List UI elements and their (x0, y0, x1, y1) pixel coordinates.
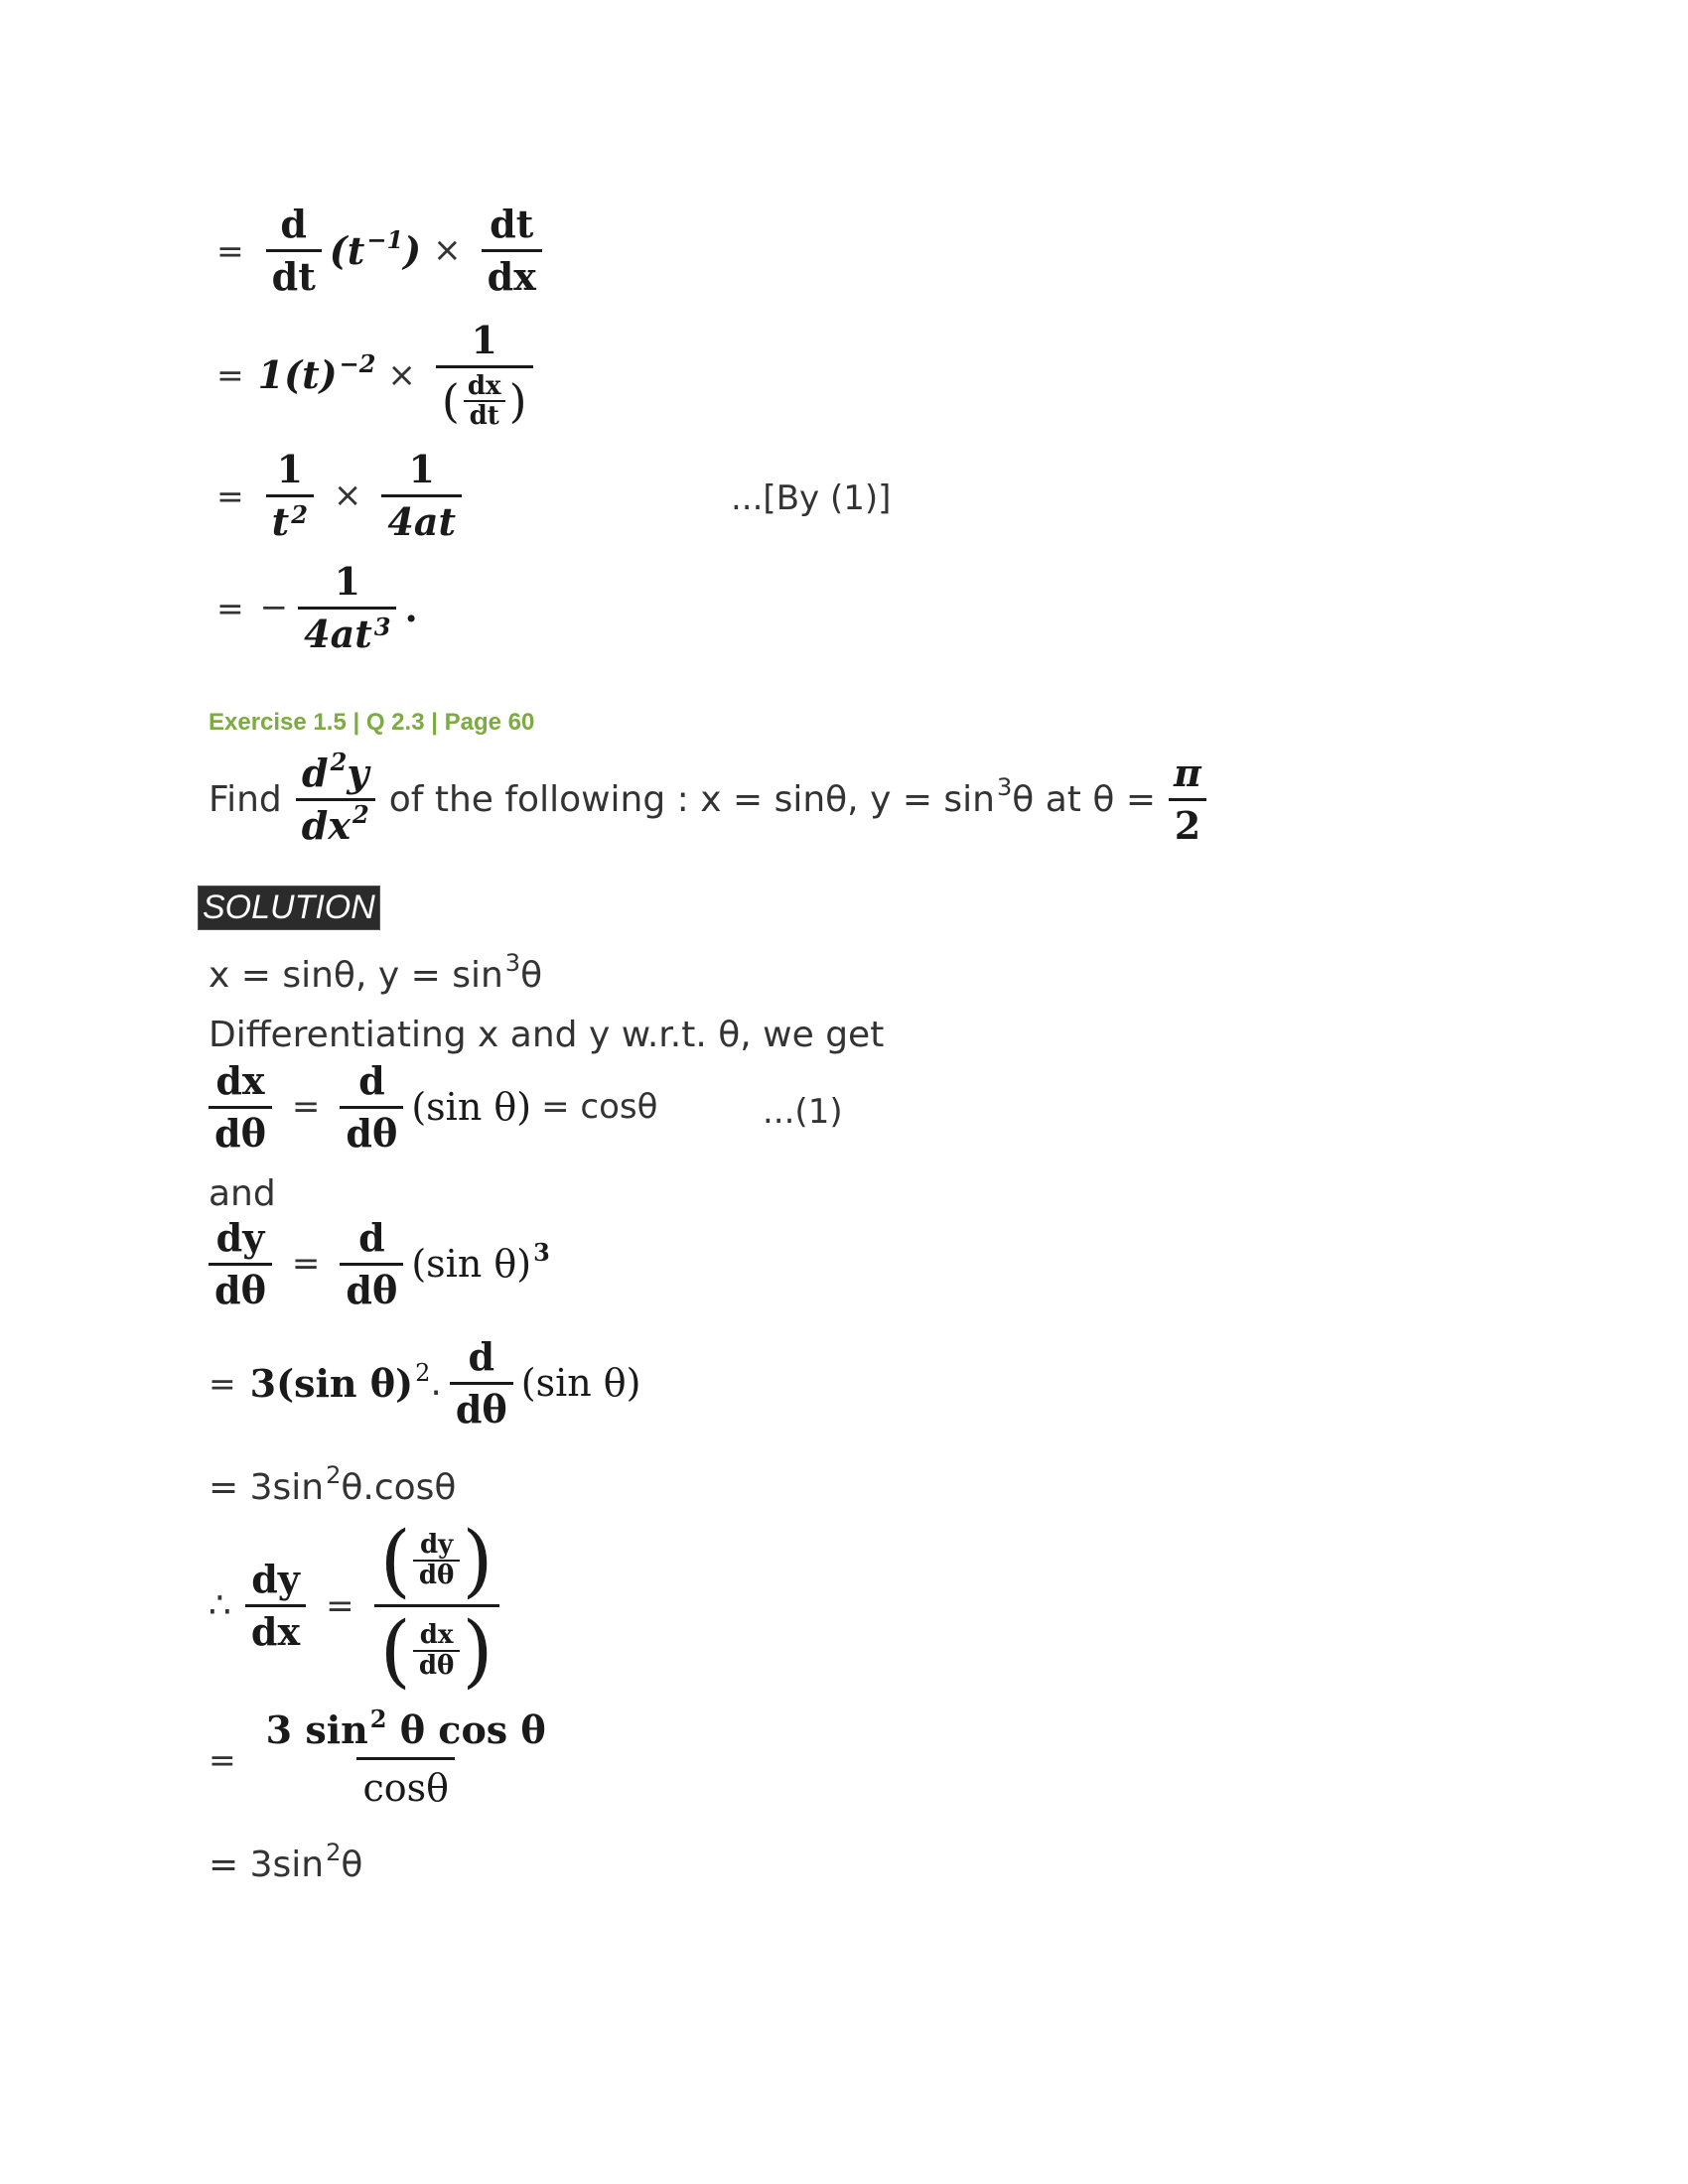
fraction-d-dt: $\frac{d}{dt}$ (266, 204, 322, 298)
question-text: of the following : x = sinθ, $y = \sin^3\theta$ at θ = (388, 772, 1157, 820)
equals-sign: = (291, 1087, 321, 1128)
derivation-line-3 (216, 449, 470, 543)
sin-theta-cubed: (sin θ)$^3$ (411, 1238, 550, 1287)
given-statement: x = sinθ, $y = \sin^3\theta$ (209, 949, 543, 996)
derivation-line-1 (216, 204, 550, 298)
fraction-d-dtheta: $\frac{d}{d\theta}$ (450, 1336, 513, 1431)
period: . (404, 585, 418, 630)
sin-theta-argument: (sin θ) (520, 1361, 641, 1406)
substitution-line (209, 1705, 562, 1810)
inner-fraction-dx-dtheta: $\frac{dx}{d\theta}$ (413, 1621, 461, 1680)
fraction-substituted: $\frac{3 \sin^2 \theta \cos \theta}{\cos\theta}$ (265, 1705, 546, 1810)
fraction-one-over-4at-cubed: $\frac{1}{4at^3}$ (298, 561, 396, 655)
equals-sign: = (216, 355, 244, 395)
therefore-symbol: ∴ (209, 1585, 231, 1626)
t-inverse-term: $(t^{-1})$ (329, 224, 422, 273)
fraction-d-dtheta: $\frac{d}{d\theta}$ (340, 1060, 403, 1155)
dx-dtheta-line (209, 1060, 657, 1155)
equals-sign: = (216, 230, 244, 270)
question-statement (209, 748, 1215, 848)
three-sin-squared: 3(sin θ)$^2$ (249, 1358, 431, 1406)
final-result: = $3\sin^2\theta$ (209, 1839, 363, 1885)
differentiating-statement: Differentiating x and y w.r.t. θ, we get (209, 1015, 885, 1055)
cos-theta-result: = cosθ (541, 1087, 658, 1128)
fraction-d-dtheta: $\frac{d}{d\theta}$ (340, 1217, 403, 1311)
chain-rule-line (209, 1336, 641, 1431)
derivation-line-2 (216, 320, 541, 431)
equals-sign: = (209, 1363, 236, 1403)
pi-over-two-fraction: $\frac{\pi}{2}$ (1168, 752, 1207, 847)
inner-fraction-dx-dt: $\frac{dx}{dt}$ (462, 372, 507, 431)
equals-sign: = (209, 1739, 236, 1779)
find-word: Find (209, 778, 282, 820)
dy-dtheta-line (209, 1217, 550, 1311)
inner-fraction-dy-dtheta: $\frac{dy}{d\theta}$ (413, 1531, 461, 1589)
fraction-dy-dx: $\frac{dy}{dx}$ (245, 1559, 306, 1653)
fraction-dy-dtheta: $\frac{dy}{d\theta}$ (209, 1217, 272, 1311)
equals-sign: = (216, 588, 244, 627)
equals-sign: = (291, 1244, 321, 1285)
fraction-one-over-t-squared: $\frac{1}{t^2}$ (266, 449, 314, 543)
solution-badge: SOLUTION (198, 886, 380, 930)
equals-sign: = (216, 476, 244, 515)
exercise-label[interactable]: Exercise 1.5 | Q 2.3 | Page 60 (209, 709, 535, 736)
fraction-dx-dtheta: $\frac{dx}{d\theta}$ (209, 1060, 272, 1155)
dot: . (430, 1362, 442, 1404)
times-sign: × (433, 230, 462, 271)
t-power-term: $1(t)^{-2}$ (257, 349, 376, 398)
equals-sign: = (326, 1585, 354, 1626)
fraction-one-over-dxdt: 1 ( $\frac{dx}{dt}$ ) (436, 320, 533, 431)
second-derivative-fraction: $\frac{d^2y}{dx^2}$ (296, 752, 375, 847)
dy-dx-ratio-line (209, 1514, 507, 1697)
fraction-one-over-4at: $\frac{1}{4at}$ (381, 449, 462, 543)
and-word: and (209, 1173, 276, 1214)
minus-sign: − (259, 588, 289, 628)
equation-reference-1: ...(1) (763, 1092, 843, 1132)
ratio-of-derivatives: ( $\frac{dy}{d\theta}$ ) ( $\frac{dx}{d\theta}$ ) (374, 1521, 499, 1691)
times-sign: × (387, 354, 416, 395)
derivation-line-4 (216, 561, 418, 655)
times-sign: × (333, 476, 362, 516)
reference-note: ...[By (1)] (731, 478, 892, 518)
sin-theta-argument: (sin θ) (411, 1085, 532, 1130)
fraction-dt-dx: $\frac{dt}{dx}$ (482, 204, 542, 298)
simplified-line: = $3\sin^2\theta.\cos\theta$ (209, 1461, 457, 1508)
